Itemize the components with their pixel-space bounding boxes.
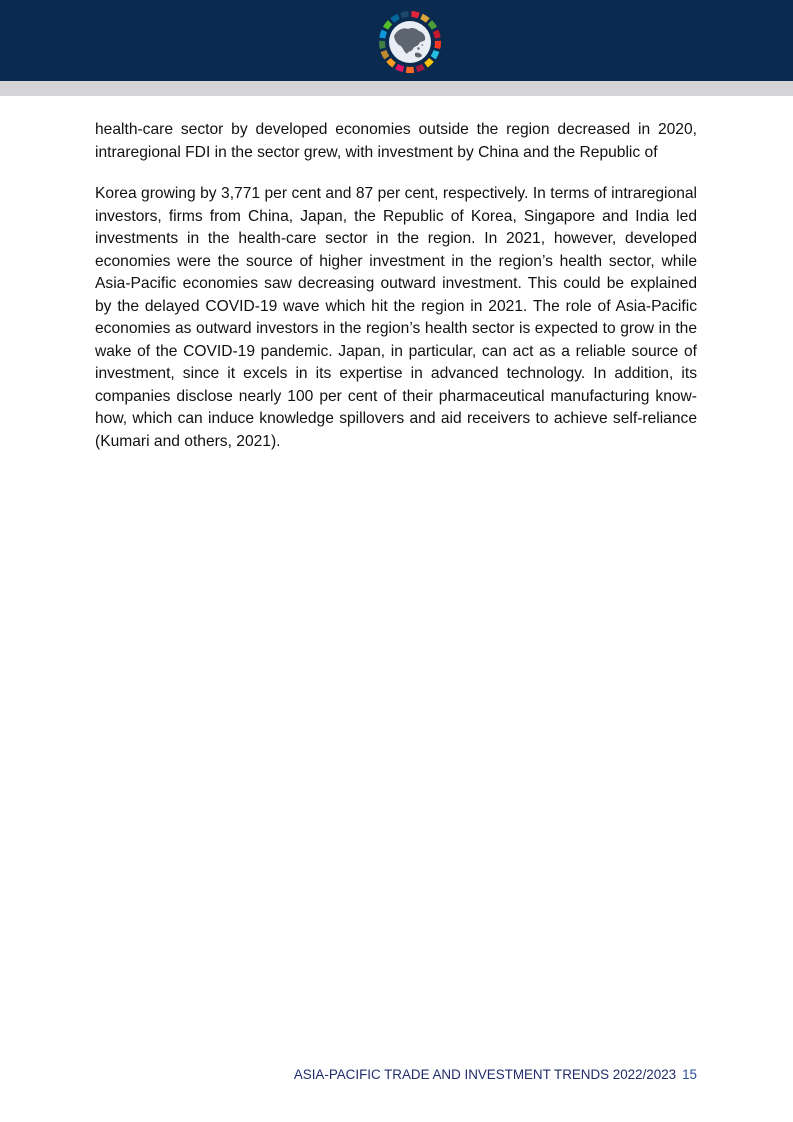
- sdg-wheel-segment: [416, 64, 425, 72]
- sdg-wheel-segment: [434, 41, 441, 49]
- sdg-wheel-asia-pacific-map-icon: [377, 9, 443, 75]
- paragraph-2: Korea growing by 3,771 per cent and 87 per cent, respectively. In terms of intraregional investors, firms from China, Japan, the Republic of Korea, Singapore and India led investments in the health-care sector in the region. In 2021, however, developed economies were the source of higher investment in the region’s health sector, while Asia-Pacific economies saw decreasing outward investment. This could be explained by the delayed COVID-19 wave which hit the region in 2021. The role of Asia-Pacific economies as outward investors in the region’s health sector is expected to grow in the wake of the COVID-19 pandemic. Japan, in particular, can act as a reliable source of investment, since it excels in its expertise in advanced technology. In addition, its companies disclose nearly 100 per cent of their pharmaceutical manufacturing know-how, which can induce knowledge spillovers and aid receivers to achieve self-reliance (Kumari and others, 2021).: [95, 185, 697, 450]
- sdg-wheel-segment: [386, 58, 396, 67]
- sdg-wheel-segment: [379, 41, 386, 49]
- page-number: 15: [682, 1067, 697, 1082]
- sdg-wheel-segment: [424, 58, 434, 67]
- sdg-wheel-segment: [390, 14, 400, 23]
- sdg-wheel-segment: [433, 30, 441, 39]
- sdg-wheel-segment: [420, 14, 430, 23]
- sdg-wheel-segment: [400, 11, 408, 18]
- sdg-wheel-segment: [395, 64, 404, 72]
- running-title: ASIA-PACIFIC TRADE AND INVESTMENT TRENDS 2022/2023: [293, 1067, 677, 1082]
- sdg-wheel-segment: [431, 50, 440, 59]
- sdg-wheel-segment: [411, 11, 419, 18]
- sdg-wheel-segment: [428, 20, 437, 30]
- sdg-wheel-segment: [379, 30, 387, 39]
- paragraph-1: health-care sector by developed economies outside the region decreased in 2020, intraregional FDI in the sector grew, with investment by China and the Republic of: [95, 121, 697, 161]
- sdg-wheel-segment: [406, 67, 414, 73]
- header-strip: [0, 81, 793, 96]
- page-footer: [294, 1067, 697, 1082]
- sdg-wheel-segment: [381, 50, 390, 59]
- sdg-wheel-segment: [383, 20, 392, 30]
